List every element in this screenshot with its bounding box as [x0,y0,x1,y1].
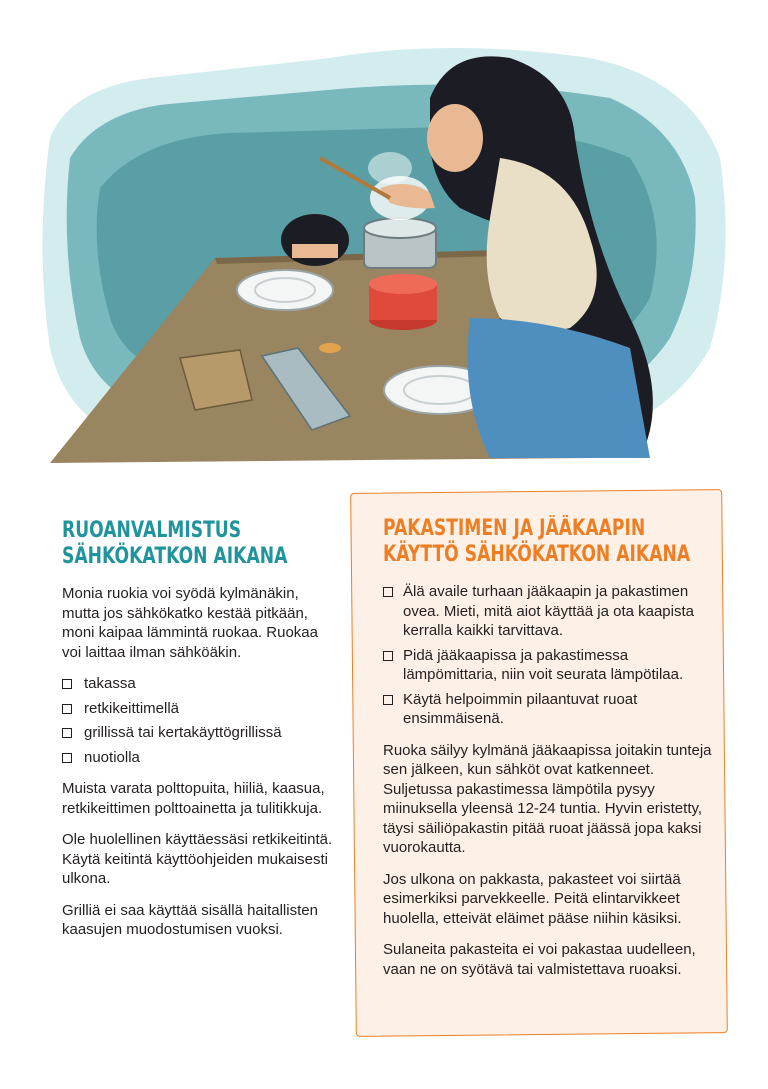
list-item: Älä availe turhaan jääkaapin ja pakastimen ovea. Mieti, mitä aiot käyttää ja ota kaapista kerralla kaikki tarvittava. [383,582,713,641]
checkbox-icon [62,704,72,714]
cooking-heading: RUOANVALMISTUS SÄHKÖKATKON AIKANA [62,518,288,569]
list-item: takassa [62,674,334,694]
freezer-heading: PAKASTIMEN JA JÄÄKAAPIN KÄYTTÖ SÄHKÖKATKON AIKANA [383,516,691,567]
grill-warning-paragraph: Grilliä ei saa käyttää sisällä haitallisten kaasujen muodostumisen vuoksi. [62,901,318,938]
freezer-tips-list [383,582,713,729]
thawed-food-paragraph: Sulaneita pakasteita ei voi pakastaa uudelleen, vaan ne on syötävä tai valmistettava ruoaksi. [383,941,696,978]
checkbox-icon [383,651,393,661]
checkbox-icon [62,679,72,689]
list-item: nuotiolla [62,748,334,768]
stove-safety-paragraph: Ole huolellinen käyttäessäsi retkikeitintä. Käytä keitintä käyttöohjeiden mukaisesti ulkona. [62,831,333,887]
fridge-duration-paragraph: Ruoka säilyy kylmänä jääkaapissa joitakin tunteja sen jälkeen, kun sähköt ovat katkenneet. Suljetussa pakastimessa lämpötila pysyy miinuksella yleensä 12-24 tuntia. Hyvin eristetty, täysi säiliöpakastin pitää ruoat jäässä jopa kaksi vuorokautta. [383,741,712,856]
freezer-section [383,516,713,991]
cooking-method-list [62,674,334,767]
supplies-paragraph: Muista varata polttopuita, hiiliä, kaasua, retkikeittimen polttoainetta ja tulitikkuja. [62,780,325,817]
cooking-section [62,518,334,952]
checkbox-icon [62,753,72,763]
list-item: grillissä tai kertakäyttögrillissä [62,723,334,743]
checkbox-icon [62,728,72,738]
list-item: retkikeittimellä [62,699,334,719]
checkbox-icon [383,587,393,597]
list-item: Pidä jääkaapissa ja pakastimessa lämpömittaria, niin voit seurata lämpötilaa. [383,646,713,685]
list-item: Käytä helpoimmin pilaantuvat ruoat ensimmäisenä. [383,690,713,729]
outdoor-storage-paragraph: Jos ulkona on pakkasta, pakasteet voi siirtää esimerkiksi parvekkeelle. Peitä elintarvikkeet huolella, etteivät eläimet pääse niihin käsiksi. [383,870,682,927]
cooking-intro: Monia ruokia voi syödä kylmänäkin, mutta jos sähkökatko kestää pitkään, moni kaipaa lämmintä ruokaa. Ruokaa voi laittaa ilman sähköäkin. [62,585,318,661]
cooking-illustration [30,18,740,480]
checkbox-icon [383,695,393,705]
